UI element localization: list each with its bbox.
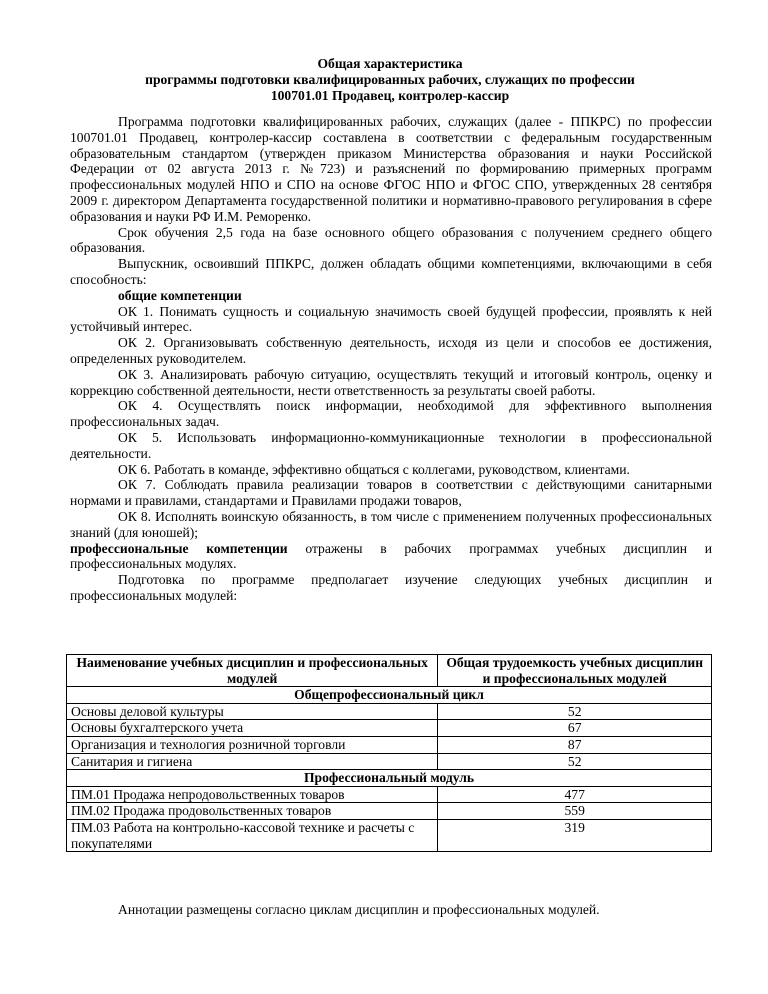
table-row — [67, 736, 712, 753]
title-line-1: Общая характеристика — [317, 56, 463, 71]
module-hours: 559 — [438, 803, 712, 820]
discipline-name: Организация и технология розничной торговли — [67, 736, 438, 753]
document-title — [70, 56, 710, 104]
intro-paragraph: Программа подготовки квалифицированных рабочих, служащих (далее - ППКРС) по профессии 100701.01 Продавец, контролер-кассир составлена в соответствии с федеральным государственным образовательным стандартом (утвержден приказом Министерства образования и науки Российской Федерации от 02 августа 2013 г. №723) и разъяснений по формированию примерных программ профессиональных модулей НПО и СПО на основе ФГОС НПО и ФГОС СПО, утвержденных 28 сентября 2009 г. директором Департамента государственной политики и нормативно-правового регулирования в сфере образования и науки РФ И.М. Реморенко. — [70, 114, 712, 224]
general-competencies-heading: общие компетенции — [118, 287, 242, 303]
competency-ok3: ОК 3. Анализировать рабочую ситуацию, осуществлять текущий и итоговый контроль, оценку и коррекцию собственной деятельности, нести ответственность за результаты своей работы. — [70, 366, 712, 398]
table-row — [67, 720, 712, 737]
preparation-paragraph: Подготовка по программе предполагает изучение следующих учебных дисциплин и профессиональных модулей: — [70, 572, 712, 603]
title-line-3: 100701.01 Продавец, контролер-кассир — [270, 88, 510, 103]
table-row — [67, 703, 712, 720]
title-line-2: программы подготовки квалифицированных рабочих, служащих по профессии — [145, 72, 635, 87]
competency-ok6: ОК 6. Работать в команде, эффективно общаться с коллегами, руководством, клиентами. — [118, 461, 630, 477]
competency-ok7: ОК 7. Соблюдать правила реализации товаров в соответствии с действующими санитарными нормами и правилами, стандартами и Правилами продажи товаров, — [70, 477, 712, 509]
table-row — [67, 803, 712, 820]
table-row — [67, 786, 712, 803]
term-paragraph: Срок обучения 2,5 года на базе основного общего образования с получением среднего общего образования. — [70, 224, 712, 256]
module-name: ПМ.03 Работа на контрольно-кассовой технике и расчеты с покупателями — [67, 819, 438, 851]
section-general-cycle: Общепрофессиональный цикл — [67, 687, 712, 704]
discipline-name: Основы деловой культуры — [67, 703, 438, 720]
discipline-hours: 67 — [438, 720, 712, 737]
competency-ok4: ОК 4. Осуществлять поиск информации, необходимой для эффективного выполнения профессиональных задач. — [70, 398, 712, 430]
module-name: ПМ.02 Продажа продовольственных товаров — [67, 803, 438, 820]
competency-ok1: ОК 1. Понимать сущность и социальную значимость своей будущей профессии, проявлять к ней устойчивый интерес. — [70, 303, 712, 335]
discipline-name: Основы бухгалтерского учета — [67, 720, 438, 737]
table-row — [67, 819, 712, 851]
discipline-hours: 87 — [438, 736, 712, 753]
footer-note: Аннотации размещены согласно циклам дисциплин и профессиональных модулей. — [118, 901, 600, 917]
column-header-name: Наименование учебных дисциплин и профессиональных модулей — [67, 655, 438, 687]
module-name: ПМ.01 Продажа непродовольственных товаров — [67, 786, 438, 803]
table-row — [67, 753, 712, 770]
graduate-paragraph: Выпускник, освоивший ППКРС, должен обладать общими компетенциями, включающими в себя способность: — [70, 256, 712, 287]
professional-competencies-label: профессиональные компетенции — [70, 540, 288, 556]
table-header-row — [67, 655, 712, 687]
disciplines-table — [66, 654, 712, 852]
table-section-row — [67, 687, 712, 704]
table-section-row — [67, 770, 712, 787]
column-header-hours: Общая трудоемкость учебных дисциплин и профессиональных модулей — [438, 655, 712, 687]
competency-ok8: ОК 8. Исполнять воинскую обязанность, в том числе с применением полученных профессиональных знаний (для юношей); — [70, 508, 712, 540]
document-body — [70, 114, 712, 604]
module-hours: 477 — [438, 786, 712, 803]
discipline-hours: 52 — [438, 753, 712, 770]
module-hours: 319 — [438, 819, 712, 851]
discipline-name: Санитария и гигиена — [67, 753, 438, 770]
competency-ok2: ОК 2. Организовывать собственную деятельность, исходя из цели и способов ее достижения, определенных руководителем. — [70, 335, 712, 366]
competency-ok5: ОК 5. Использовать информационно-коммуникационные технологии в профессиональной деятельности. — [70, 429, 712, 461]
professional-competencies-text: отражены в рабочих программах учебных дисциплин и профессиональных модулях. — [70, 540, 712, 572]
section-professional-module: Профессиональный модуль — [67, 770, 712, 787]
professional-competencies-paragraph — [70, 541, 712, 573]
discipline-hours: 52 — [438, 703, 712, 720]
